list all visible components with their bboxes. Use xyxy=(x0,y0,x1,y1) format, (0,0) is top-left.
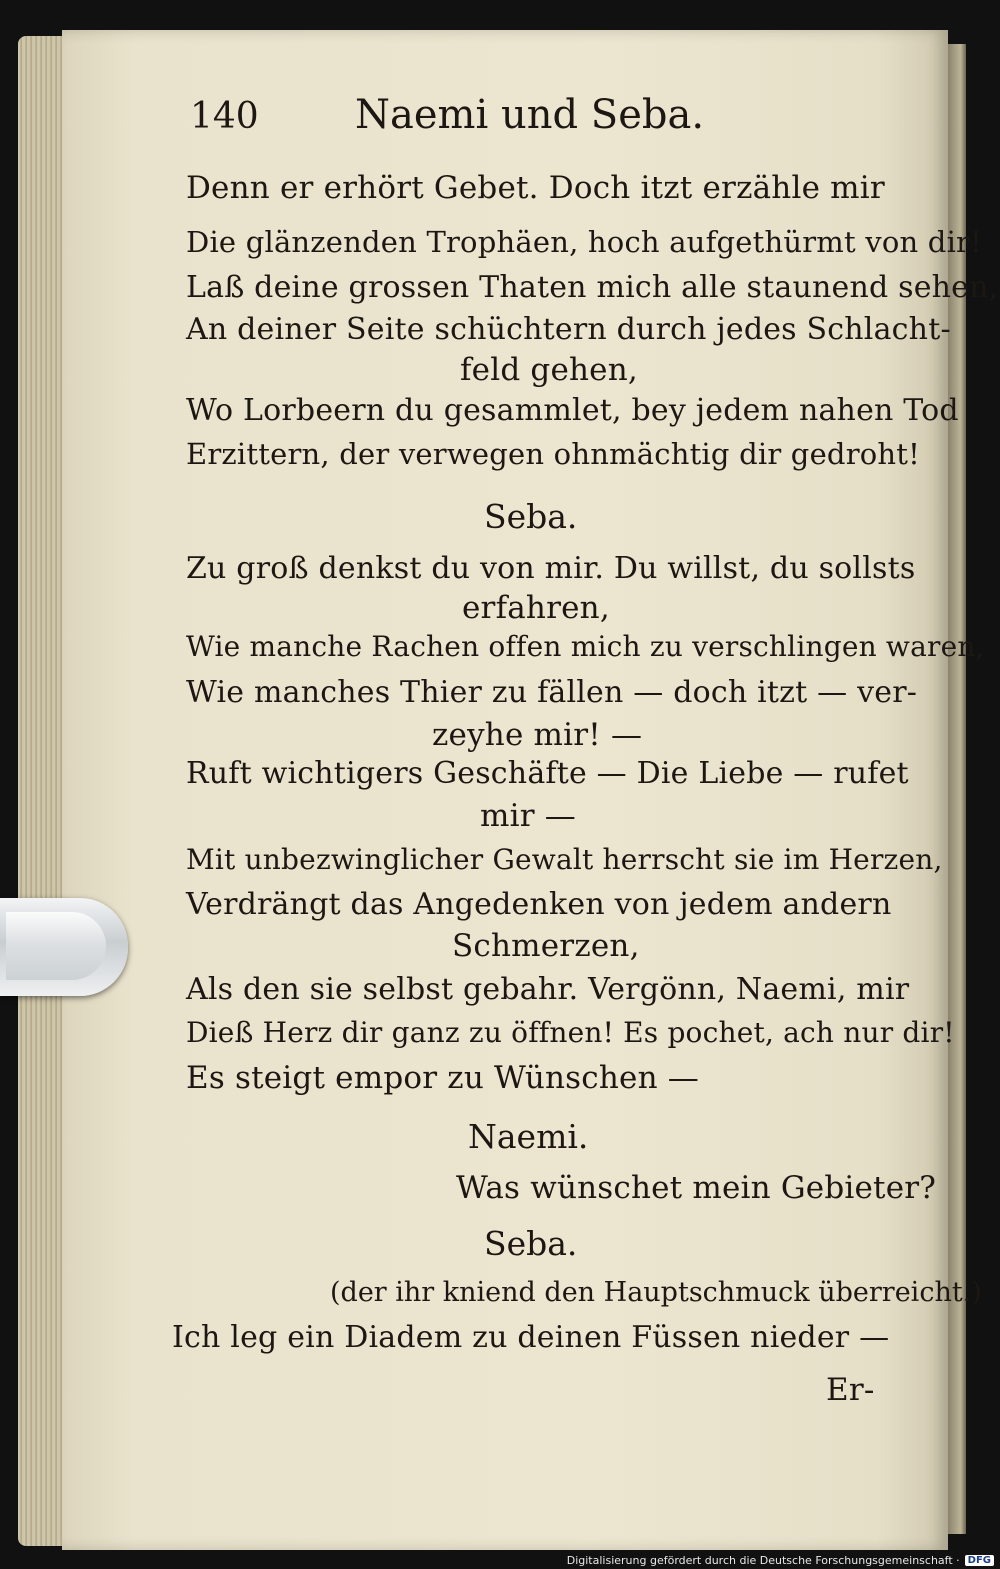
verse-line: Wo Lorbeern du gesammlet, bey jedem nahen Tod xyxy=(186,393,959,428)
digitization-credit xyxy=(567,1554,994,1567)
verse-line: Zu groß denkst du von mir. Du willst, du sollsts xyxy=(186,551,916,586)
verse-line: erfahren, xyxy=(462,590,610,626)
catchword: Er- xyxy=(826,1372,875,1408)
facing-page-edge xyxy=(948,44,966,1534)
running-title: Naemi und Seba. xyxy=(355,92,705,138)
verse-line: mir — xyxy=(480,798,576,834)
verse-line: Verdrängt das Angedenken von jedem andern xyxy=(186,887,892,922)
stage-direction: (der ihr kniend den Hauptschmuck überreicht.) xyxy=(330,1277,982,1308)
verse-line: Dieß Herz dir ganz zu öffnen! Es pochet, ach nur dir! xyxy=(186,1016,955,1049)
verse-line: Es steigt empor zu Wünschen — xyxy=(186,1060,699,1096)
speaker-name: Seba. xyxy=(484,497,578,536)
dfg-logo: DFG xyxy=(965,1555,994,1566)
verse-line: feld gehen, xyxy=(460,352,638,388)
credit-text: Digitalisierung gefördert durch die Deutsche Forschungsgemeinschaft · xyxy=(566,1554,960,1567)
verse-line: Wie manches Thier zu fällen — doch itzt — ver- xyxy=(186,675,918,710)
page-holder-clip xyxy=(0,898,128,996)
verse-line: Wie manche Rachen offen mich zu verschlingen waren, xyxy=(186,630,985,663)
verse-line: Die glänzenden Trophäen, hoch aufgethürmt von dir! xyxy=(186,225,982,259)
book-page-edges xyxy=(18,36,68,1546)
verse-line: Erzittern, der verwegen ohnmächtig dir gedroht! xyxy=(186,437,921,471)
verse-line: An deiner Seite schüchtern durch jedes Schlacht- xyxy=(186,312,951,347)
verse-line: Ruft wichtigers Geschäfte — Die Liebe — rufet xyxy=(186,756,909,791)
verse-line: zeyhe mir! — xyxy=(432,717,643,753)
page-number: 140 xyxy=(190,96,259,137)
verse-line: Was wünschet mein Gebieter? xyxy=(456,1170,937,1206)
verse-line: Als den sie selbst gebahr. Vergönn, Naemi, mir xyxy=(186,972,910,1007)
speaker-name: Seba. xyxy=(484,1224,578,1263)
verse-line: Ich leg ein Diadem zu deinen Füssen nieder — xyxy=(172,1320,890,1355)
verse-line: Schmerzen, xyxy=(452,928,640,964)
verse-line: Mit unbezwinglicher Gewalt herrscht sie im Herzen, xyxy=(186,843,943,876)
verse-line: Denn er erhört Gebet. Doch itzt erzähle mir xyxy=(186,170,885,206)
verse-line: Laß deine grossen Thaten mich alle staunend sehen, xyxy=(186,270,999,305)
speaker-name: Naemi. xyxy=(468,1117,589,1156)
